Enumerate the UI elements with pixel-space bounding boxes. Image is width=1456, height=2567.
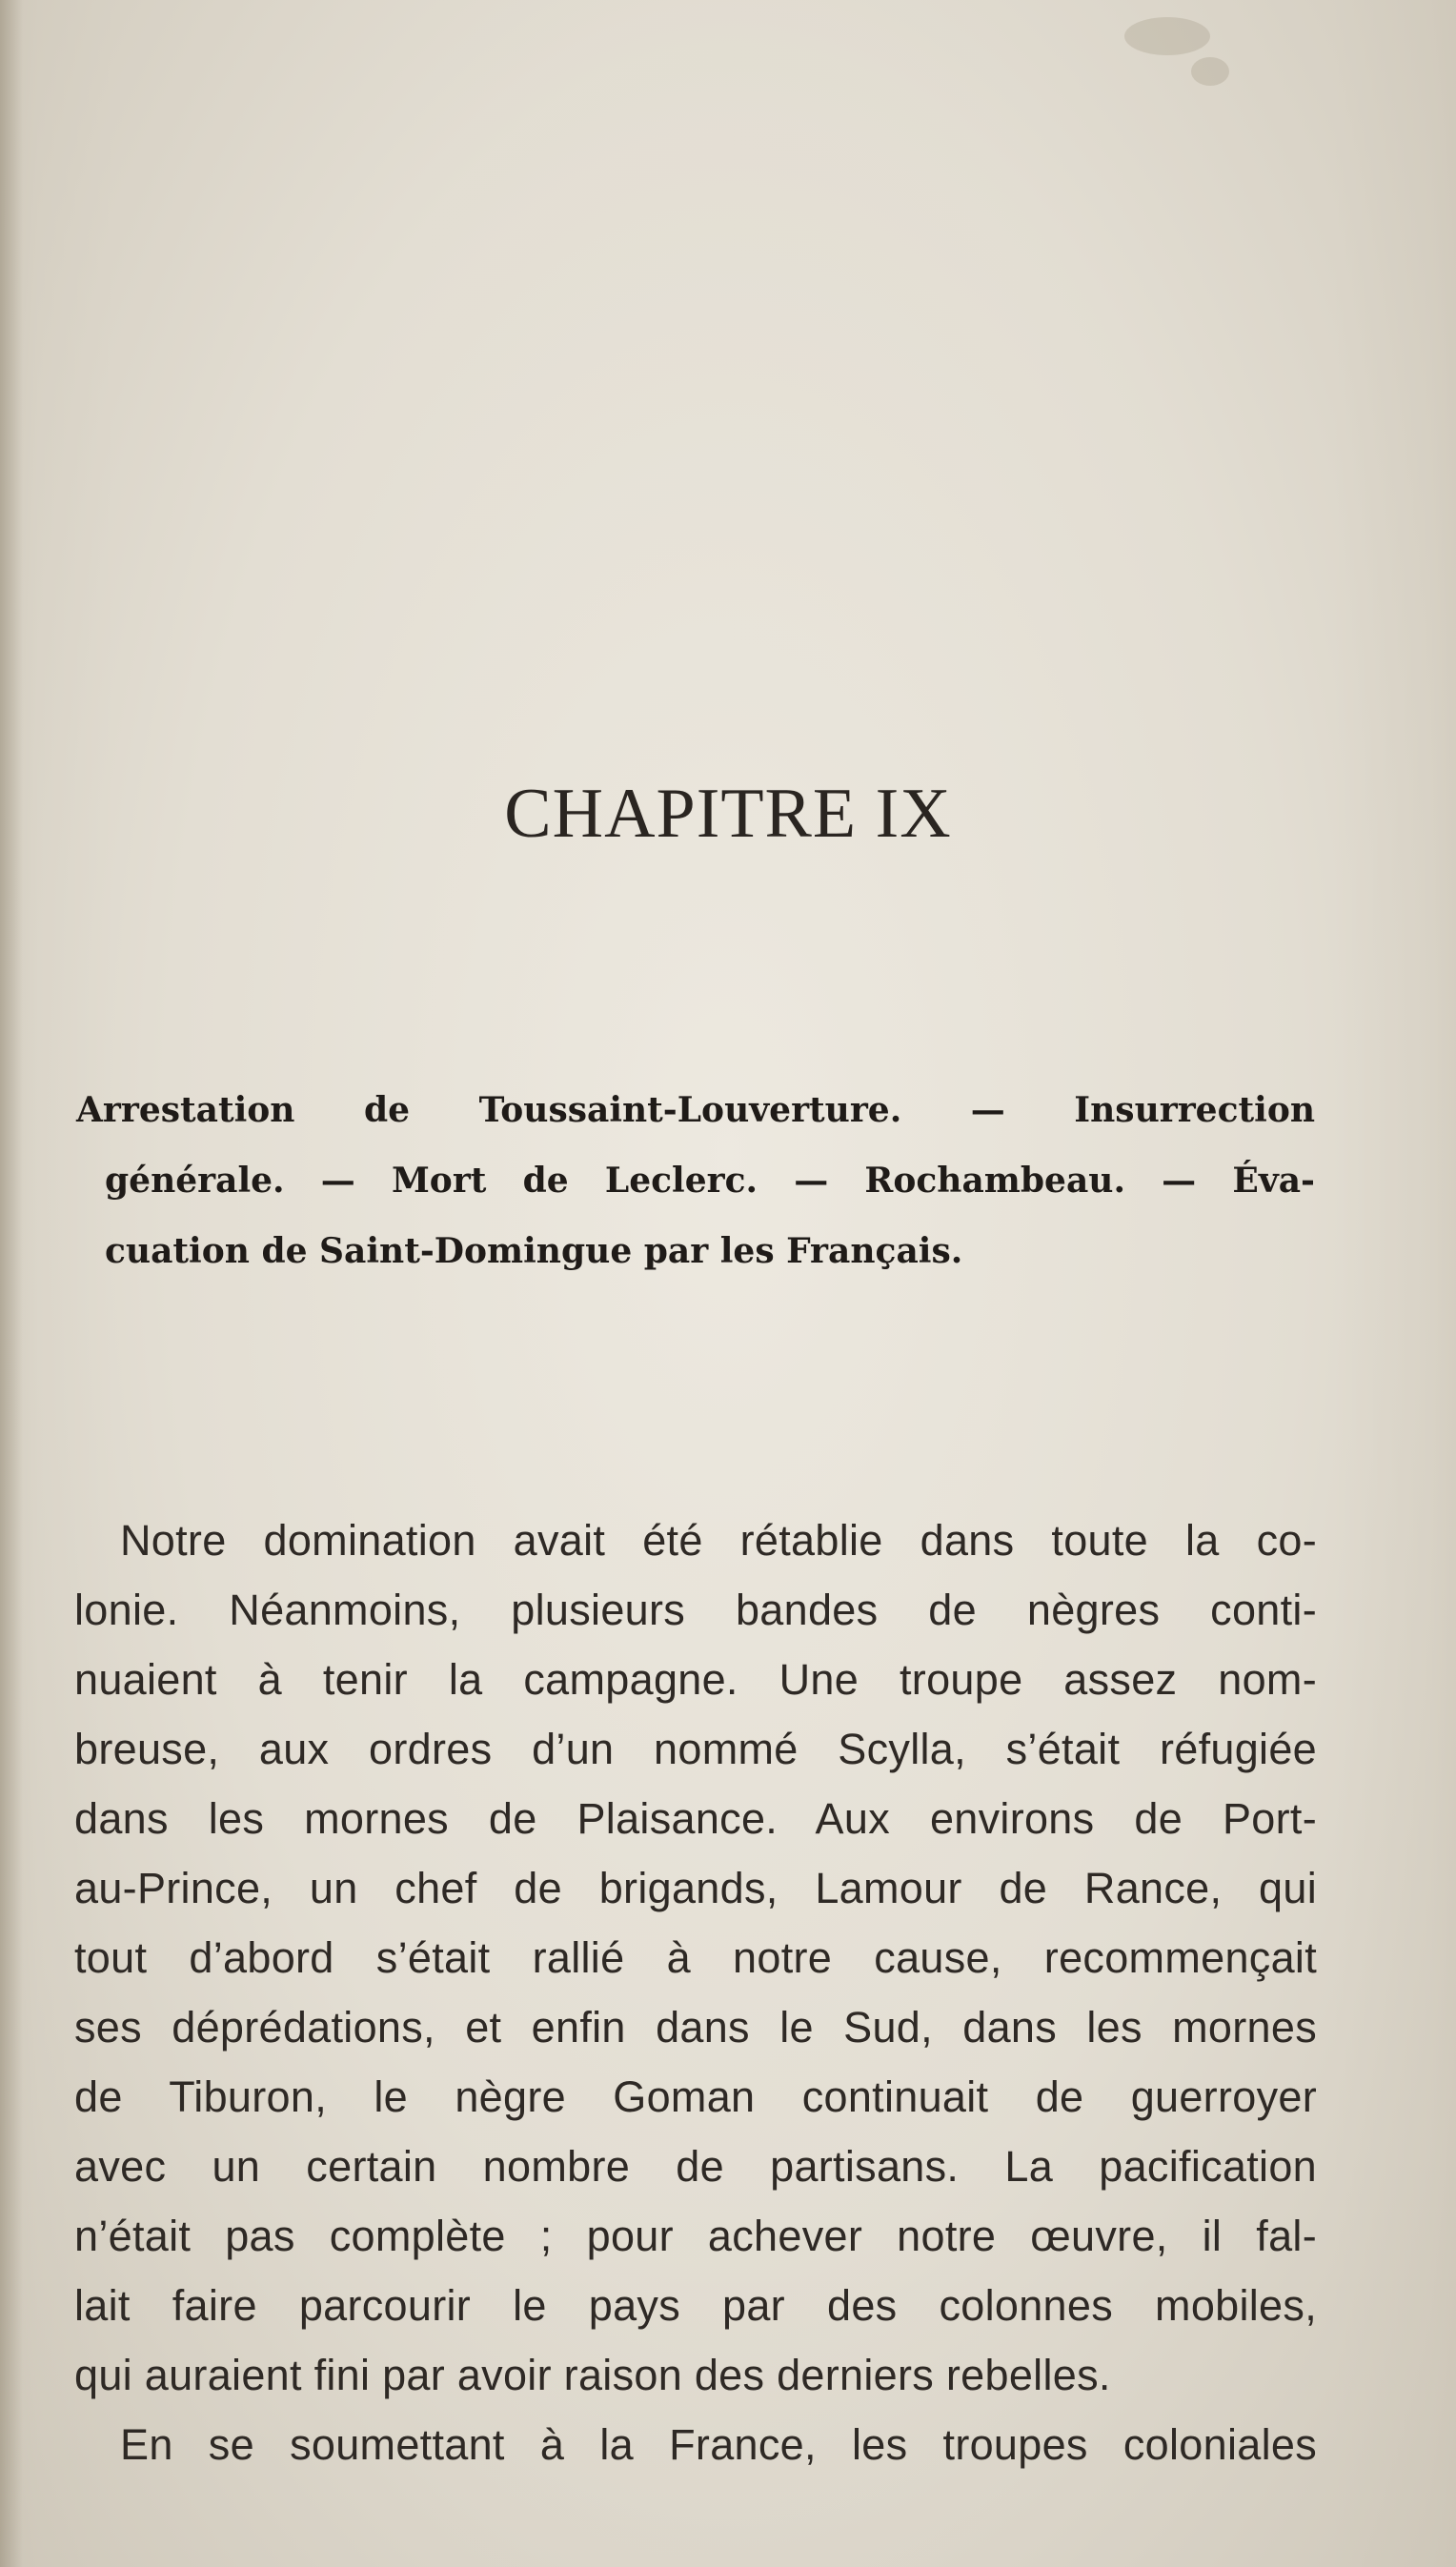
body-line: lonie. Néanmoins, plusieurs bandes de nègres conti- — [74, 1586, 1317, 1634]
body-line: qui auraient fini par avoir raison des derniers rebelles. — [74, 2351, 1111, 2399]
summary-line: Arrestation de Toussaint-Louverture. — Insurrection — [76, 1090, 1315, 1130]
paper-stain — [1124, 17, 1210, 55]
body-line: avec un certain nombre de partisans. La pacification — [74, 2142, 1317, 2191]
body-line: tout d’abord s’était rallié à notre cause, recommençait — [74, 1933, 1317, 1982]
body-line: n’était pas complète ; pour achever notre œuvre, il fal- — [74, 2212, 1317, 2260]
summary-line: générale. — Mort de Leclerc. — Rochambeau. — Éva- — [105, 1161, 1315, 1201]
summary-line: cuation de Saint-Domingue par les Français. — [105, 1231, 963, 1271]
chapter-summary — [76, 1075, 1315, 1286]
chapter-title: CHAPITRE IX — [504, 775, 952, 853]
body-line: En se soumettant à la France, les troupes coloniales — [120, 2420, 1317, 2469]
body-line: nuaient à tenir la campagne. Une troupe assez nom- — [74, 1655, 1317, 1704]
body-paragraphs — [74, 1506, 1317, 2479]
body-line: de Tiburon, le nègre Goman continuait de guerroyer — [74, 2072, 1317, 2121]
body-line: lait faire parcourir le pays par des colonnes mobiles, — [74, 2281, 1317, 2330]
body-line: ses déprédations, et enfin dans le Sud, dans les mornes — [74, 2003, 1317, 2052]
body-line: dans les mornes de Plaisance. Aux environs de Port- — [74, 1794, 1317, 1843]
paper-stain — [1191, 57, 1229, 86]
body-line: Notre domination avait été rétablie dans toute la co- — [120, 1516, 1317, 1565]
body-line: breuse, aux ordres d’un nommé Scylla, s’était réfugiée — [74, 1725, 1317, 1773]
body-line: au-Prince, un chef de brigands, Lamour de Rance, qui — [74, 1864, 1317, 1912]
